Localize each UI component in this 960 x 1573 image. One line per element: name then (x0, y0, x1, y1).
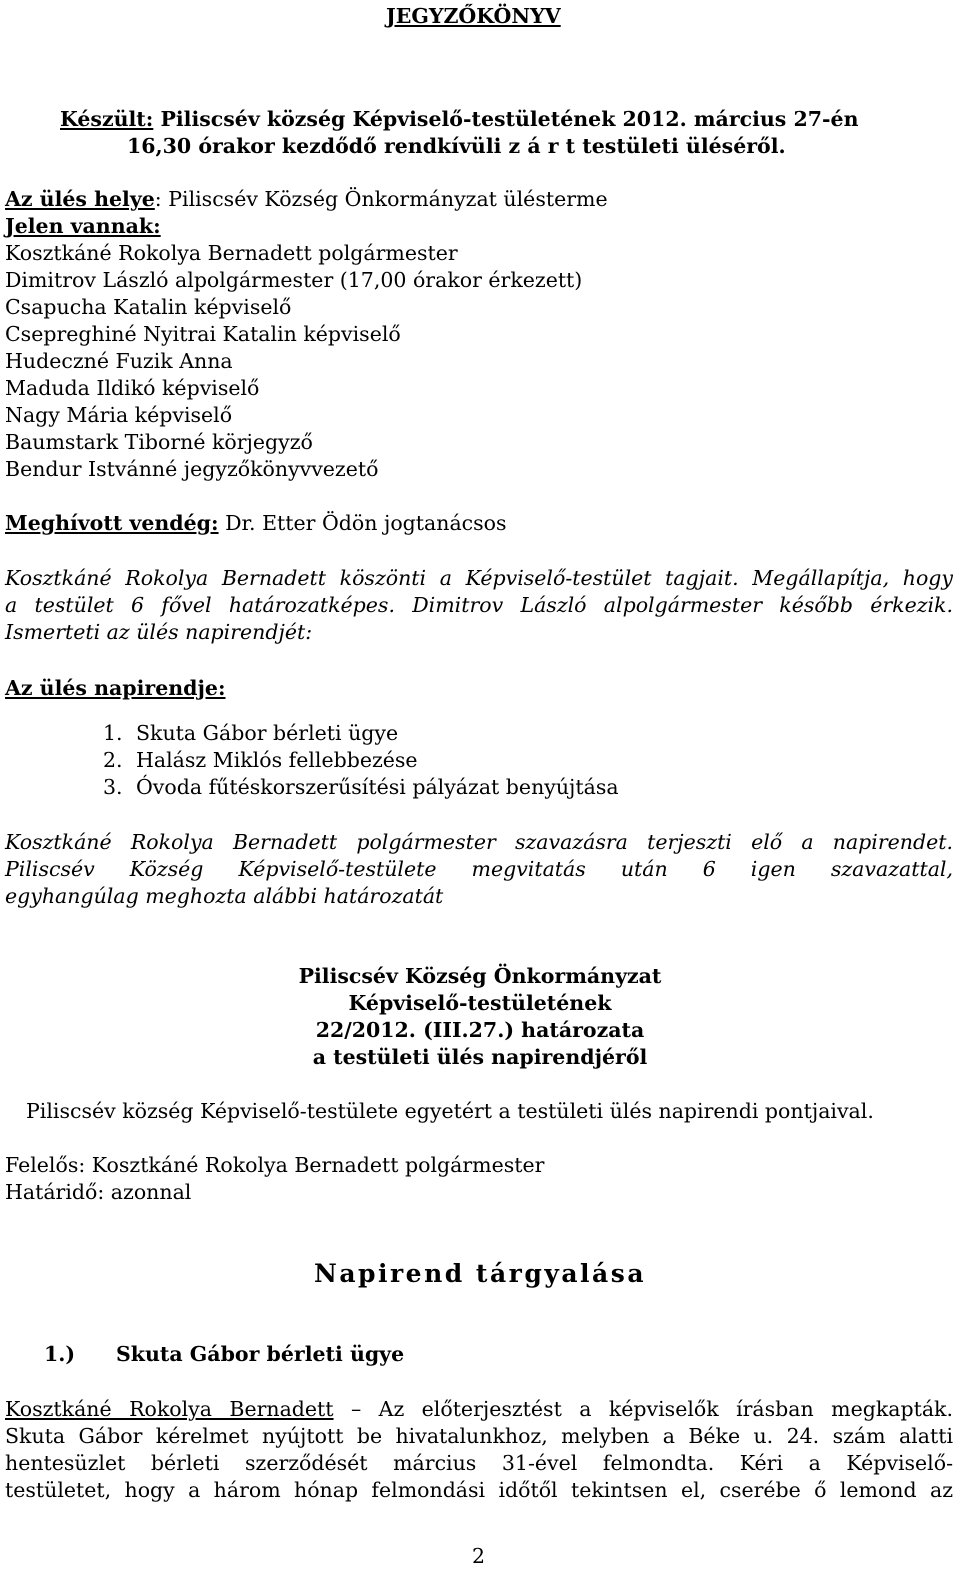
item-number: 1.) (44, 1342, 76, 1366)
resolution-heading-line: Képviselő-testületének (348, 991, 612, 1015)
item-title: Skuta Gábor bérleti ügye (116, 1342, 405, 1366)
resolution-text: Piliscsév község Képviselő-testülete egyetért a testületi ülés napirendi pontjaival. (26, 1099, 874, 1123)
agenda-num: 1. (103, 721, 123, 745)
intro-line: Ismerteti az ülés napirendjét: (5, 620, 313, 644)
resolution-heading-line: a testületi ülés napirendjéről (312, 1045, 648, 1069)
page-number: 2 (472, 1544, 486, 1568)
made-line-1 (60, 106, 858, 133)
document-title: JEGYZŐKÖNYV (386, 4, 561, 28)
made-text-2: 16,30 órakor kezdődő rendkívüli z á r t testületi üléséről. (127, 134, 786, 158)
body-first-text: – Az előterjesztést a képviselők írásban megkapták. (333, 1397, 953, 1421)
body-line: Skuta Gábor kérelmet nyújtott be hivatalunkhoz, melyben a Béke u. 24. szám alatti (5, 1424, 953, 1448)
agenda-item: Halász Miklós fellebbezése (136, 748, 418, 772)
present-item: Kosztkáné Rokolya Bernadett polgármester (5, 241, 458, 265)
present-item: Dimitrov László alpolgármester (17,00 órakor érkezett) (5, 268, 583, 292)
guest-line (5, 510, 507, 537)
present-item: Maduda Ildikó képviselő (5, 376, 260, 400)
agenda-item: Óvoda fűtéskorszerűsítési pályázat benyújtása (136, 775, 619, 799)
vote-line: egyhangúlag meghozta alábbi határozatát (5, 884, 444, 908)
present-item: Baumstark Tiborné körjegyző (5, 430, 313, 454)
body-line: hentesüzlet bérleti szerződését március 31-ével felmondta. Kéri a Képviselő- (5, 1451, 953, 1475)
agenda-num: 2. (103, 748, 123, 772)
resolution-heading-line: 22/2012. (III.27.) határozata (315, 1018, 645, 1042)
made-label: Készült: (60, 107, 154, 131)
made-text-1: Piliscsév község Képviselő-testületének 2012. március 27-én (160, 107, 859, 131)
section-heading: Napirend tárgyalása (313, 1259, 647, 1288)
present-item: Hudeczné Fuzik Anna (5, 349, 233, 373)
intro-line: a testület 6 fővel határozatképes. Dimitrov László alpolgármester később érkezik. (5, 593, 953, 617)
venue-line (5, 186, 608, 213)
speaker-name: Kosztkáné Rokolya Bernadett (5, 1397, 334, 1421)
venue-label: Az ülés helye (5, 187, 155, 211)
agenda-num: 3. (103, 775, 123, 799)
body-line: testületet, hogy a három hónap felmondási időtől tekintsen el, cserébe ő lemond az (5, 1478, 953, 1502)
guest-text: Dr. Etter Ödön jogtanácsos (218, 511, 507, 535)
deadline-line: Határidő: azonnal (5, 1180, 192, 1204)
agenda-label: Az ülés napirendje: (5, 676, 226, 700)
responsible-line: Felelős: Kosztkáné Rokolya Bernadett polgármester (5, 1153, 545, 1177)
vote-line: Piliscsév Község Képviselő-testülete megvitatás után 6 igen szavazattal, (5, 857, 953, 881)
vote-line: Kosztkáné Rokolya Bernadett polgármester szavazásra terjeszti elő a napirendet. (5, 830, 953, 854)
venue-text: : Piliscsév Község Önkormányzat ülésterme (154, 187, 608, 211)
body-first-line (5, 1396, 953, 1423)
present-label: Jelen vannak: (5, 214, 161, 238)
guest-label: Meghívott vendég: (5, 511, 219, 535)
present-item: Nagy Mária képviselő (5, 403, 233, 427)
resolution-heading-line: Piliscsév Község Önkormányzat (298, 964, 662, 988)
agenda-item: Skuta Gábor bérleti ügye (136, 721, 399, 745)
intro-line: Kosztkáné Rokolya Bernadett köszönti a Képviselő-testület tagjait. Megállapítja, hogy (5, 566, 953, 590)
present-item: Csapucha Katalin képviselő (5, 295, 292, 319)
present-item: Bendur Istvánné jegyzőkönyvvezető (5, 457, 379, 481)
present-item: Csepreghiné Nyitrai Katalin képviselő (5, 322, 401, 346)
